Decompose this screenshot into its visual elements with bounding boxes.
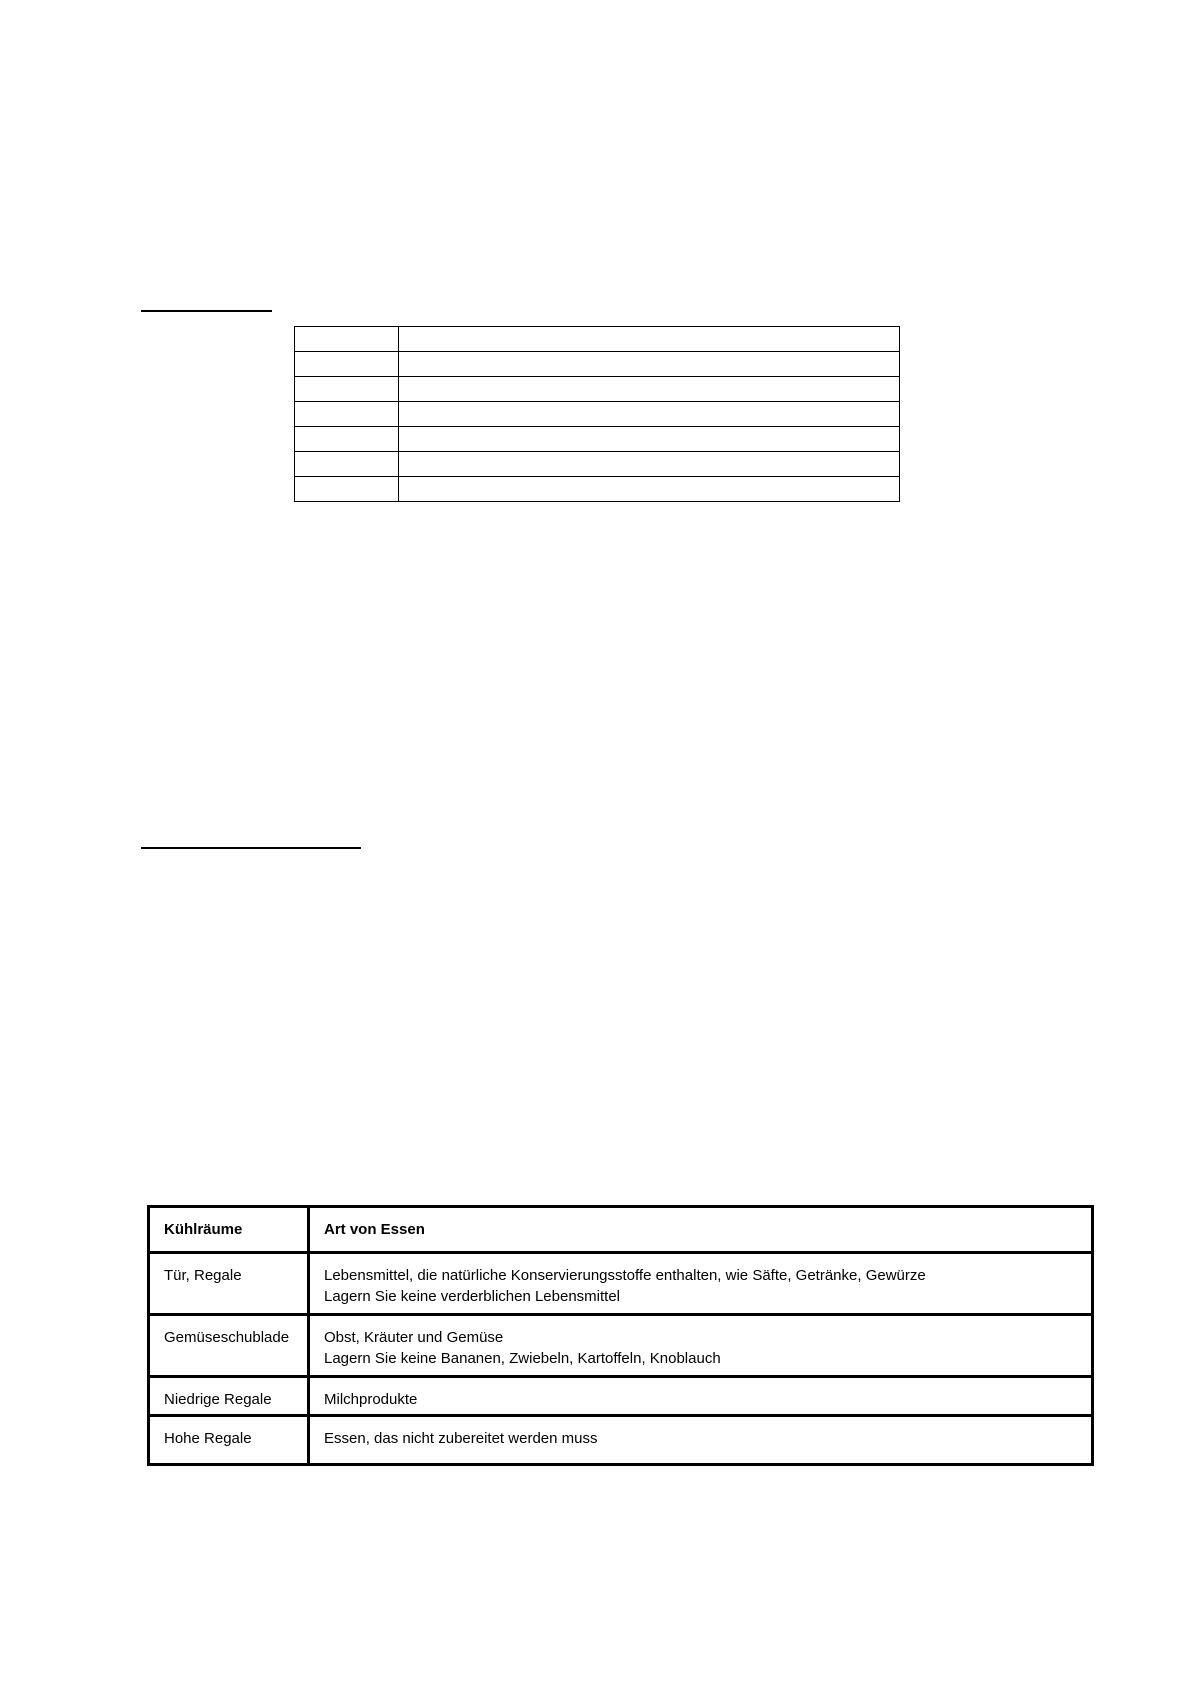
table-cell <box>399 352 900 377</box>
heading-underline <box>141 310 272 312</box>
table-row <box>295 327 900 352</box>
table-row <box>295 402 900 427</box>
table-cell <box>399 477 900 502</box>
food-line: Lagern Sie keine verderblichen Lebensmittel <box>324 1288 621 1305</box>
table-cell <box>295 427 399 452</box>
table-cell <box>399 377 900 402</box>
table-row <box>149 1377 1093 1416</box>
blank-table <box>294 326 900 502</box>
table-cell <box>399 427 900 452</box>
table-cell <box>399 327 900 352</box>
table-cell <box>399 452 900 477</box>
food-cell <box>309 1315 1093 1377</box>
food-line: Lebensmittel, die natürliche Konservierungsstoffe enthalten, wie Säfte, Getränke, Gewürze <box>324 1267 926 1284</box>
table-row <box>295 352 900 377</box>
zone-cell: Hohe Regale <box>149 1416 309 1465</box>
table-row <box>295 377 900 402</box>
column-header-zone: Kühlräume <box>149 1207 309 1253</box>
food-line: Essen, das nicht zubereitet werden muss <box>324 1430 598 1447</box>
table-cell <box>295 327 399 352</box>
table-row <box>149 1315 1093 1377</box>
table-row <box>295 452 900 477</box>
zone-cell: Gemüseschublade <box>149 1315 309 1377</box>
table-row <box>149 1416 1093 1465</box>
column-header-food-type: Art von Essen <box>309 1207 1093 1253</box>
food-cell <box>309 1377 1093 1416</box>
table-row <box>295 427 900 452</box>
table-header-row <box>149 1207 1093 1253</box>
food-line: Obst, Kräuter und Gemüse <box>324 1329 504 1346</box>
heading-underline <box>141 847 361 849</box>
food-cell <box>309 1416 1093 1465</box>
table-cell <box>295 402 399 427</box>
zone-cell: Niedrige Regale <box>149 1377 309 1416</box>
zone-cell: Tür, Regale <box>149 1253 309 1315</box>
fridge-storage-table <box>147 1205 1094 1466</box>
food-line: Lagern Sie keine Bananen, Zwiebeln, Kartoffeln, Knoblauch <box>324 1350 721 1367</box>
table-cell <box>295 452 399 477</box>
table-row <box>149 1253 1093 1315</box>
table-cell <box>295 477 399 502</box>
food-cell <box>309 1253 1093 1315</box>
food-line: Milchprodukte <box>324 1391 418 1408</box>
table-cell <box>399 402 900 427</box>
table-row <box>295 477 900 502</box>
table-cell <box>295 377 399 402</box>
table-cell <box>295 352 399 377</box>
